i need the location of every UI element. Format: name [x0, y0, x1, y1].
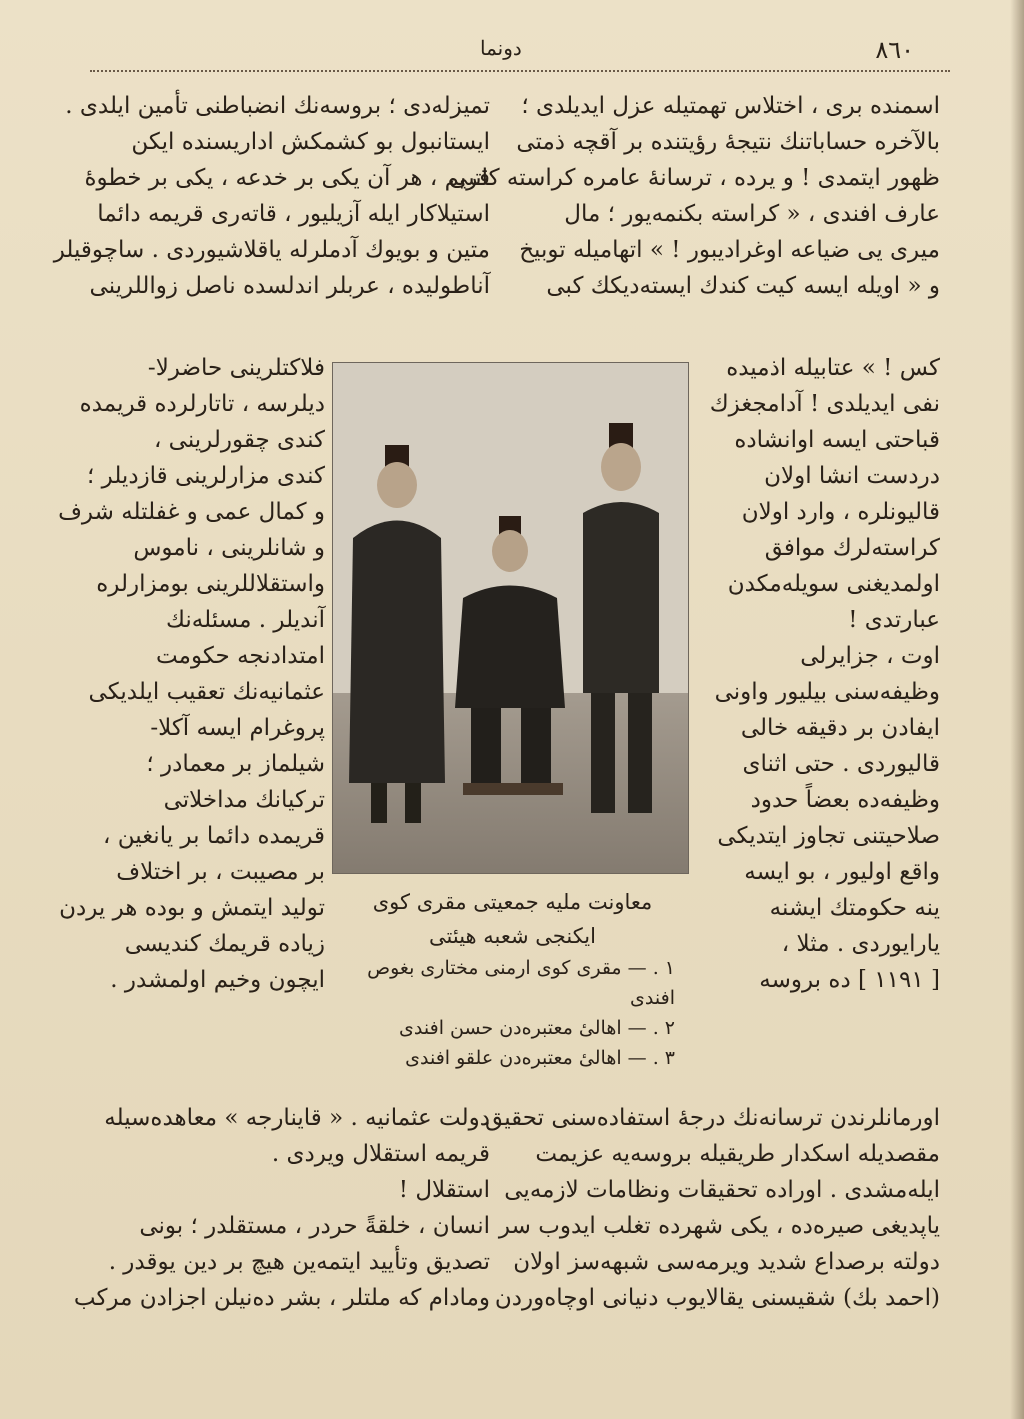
- text-line: یارایوردی . مثلا ،: [781, 931, 940, 957]
- text-line: ظهور ایتمدی ! و یرده ، ترسانهٔ عامره کراسته کاتبی: [449, 165, 940, 191]
- text-line: [ ١١٩١ ] ده بروسه: [759, 967, 940, 993]
- text-line: عبارتدی !: [848, 607, 940, 633]
- text-line: مقصدیله اسکدار طریقیله بروسه‌یه عزیمت: [535, 1141, 940, 1167]
- text-line: و شانلرینی ، ناموس: [133, 535, 325, 561]
- page-number: ٨٦٠: [875, 36, 914, 64]
- text-line: قریمه استقلال ویردی .: [271, 1141, 490, 1167]
- text-line: قباحتی ایسه اوانشاده: [734, 427, 940, 453]
- text-line: استقلال !: [398, 1177, 490, 1203]
- group-photograph: [332, 362, 689, 874]
- caption-title: معاونت ملیه جمعیتی مقری کوی: [372, 890, 653, 914]
- caption-item: ١ . — مقری کوی ارمنی مختاری بغوص افندی: [367, 957, 675, 1009]
- right-column-wrap: [705, 350, 940, 998]
- text-line: دولت عثمانیه . « قاینارجه » معاهده‌سیله: [104, 1105, 490, 1131]
- text-line: زیاده قریمك کندیسی: [124, 931, 325, 957]
- photo-caption: [330, 885, 695, 1073]
- text-line: امتدادنجه حکومت: [156, 643, 325, 669]
- page-header: [0, 28, 1024, 68]
- text-line: کراسته‌لرك موافق: [764, 535, 940, 561]
- page-edge-shadow: [1010, 0, 1024, 1419]
- caption-item: ٢ . — اهالیٔ معتبره‌دن حسن افندی: [399, 1017, 675, 1039]
- text-line: متین و بویوك آدملرله یاقلاشیوردی . ساچوقیلر: [53, 237, 490, 263]
- text-line: نفی ایدیلدی ! آدامجغزك: [709, 391, 940, 417]
- text-line: یاپدیغی صیره‌ده ، یکی شهرده تغلب ایدوب سر: [498, 1213, 940, 1239]
- header-rule: [90, 70, 950, 76]
- text-line: (احمد بك) شقیسنی یقالایوب دنیانی اوچاه‌وردن: [494, 1285, 940, 1311]
- photo-illustration: [333, 363, 688, 873]
- text-line: تمیزله‌دی ؛ بروسه‌نك انضباطنی تأمین ایلدی .: [65, 93, 490, 119]
- text-line: ایچون وخیم اولمشدر .: [110, 967, 325, 993]
- text-line: دولته برصداع شدید ویرمه‌سی شبهه‌سز اولان: [513, 1249, 940, 1275]
- running-title: دونما: [480, 36, 522, 60]
- text-line: ایفادن بر دقیقه خالی: [740, 715, 940, 741]
- text-line: بالآخره حساباتنك نتیجهٔ رؤیتنده بر آقچه ذمتی: [516, 129, 940, 155]
- caption-item: ٣ . — اهالیٔ معتبره‌دن علقو افندی: [405, 1047, 675, 1069]
- text-line: و « اویله ایسه کیت کندك ایسته‌دیکك کبی: [546, 273, 940, 299]
- text-line: تصدیق وتأیید ایتمه‌ین هیچ بر دین یوقدر .: [108, 1249, 490, 1275]
- text-line: ترکیانك مداخلاتی: [163, 787, 325, 813]
- text-line: عثمانیه‌نك تعقیب ایلدیکی: [88, 679, 325, 705]
- text-line: دیلرسه ، تاتارلرده قریمده: [79, 391, 325, 417]
- text-line: تولید ایتمش و بوده هر یردن: [59, 895, 325, 921]
- text-line: ینه حکومتك ایشنه: [769, 895, 940, 921]
- text-line: قالیوردی . حتی اثنای: [742, 751, 940, 777]
- right-column-bottom: [485, 1100, 940, 1316]
- text-line: و کمال عمی و غفلتله شرف: [58, 499, 325, 525]
- caption-subtitle: ایکنجی شعبه هیئتی: [429, 924, 596, 948]
- text-line: ایستانبول بو کشمکش اداریسنده ایکن: [131, 129, 490, 155]
- text-line: قالیونلره ، وارد اولان: [741, 499, 940, 525]
- text-line: واقع اولیور ، بو ایسه: [744, 859, 940, 885]
- text-line: شیلماز بر معمادر ؛: [146, 751, 325, 777]
- text-line: آناطولیده ، عربلر اندلسده ناصل زواللرینی: [89, 273, 490, 299]
- text-line: کندی مزارلرینی قازدیلر ؛: [87, 463, 325, 489]
- text-line: فلاکتلرینی حاضرلا-: [147, 355, 325, 381]
- left-column-wrap: [58, 350, 325, 998]
- left-column-top: [53, 88, 490, 304]
- text-line: کندی چقورلرینی ،: [153, 427, 325, 453]
- text-line: اورمانلرندن ترسانه‌نك درجهٔ استفاده‌سنی تحقیق: [485, 1105, 940, 1131]
- text-line: قریم ، هر آن یکی بر خدعه ، یکی بر خطوهٔ: [84, 165, 490, 191]
- text-line: استیلاکار ایله آزیلیور ، قاته‌ری قریمه دائما: [97, 201, 490, 227]
- right-column-top: [449, 88, 940, 304]
- text-line: ایله‌مشدی . اوراده تحقیقات ونظامات لازمه‌یی: [504, 1177, 940, 1203]
- text-line: ومادام که ملتلر ، بشر ده‌نیلن اجزادن مرکب: [73, 1285, 490, 1311]
- text-line: کس ! » عتابیله اذمیده: [726, 355, 940, 381]
- text-line: وظیفه‌سنی بیلیور واونی: [714, 679, 940, 705]
- text-line: بر مصیبت ، بر اختلاف: [116, 859, 325, 885]
- text-line: پروغرام ایسه آکلا-: [150, 715, 325, 741]
- text-line: اسمنده بری ، اختلاس تهمتیله عزل ایدیلدی ؛: [521, 93, 940, 119]
- text-line: دردست انشا اولان: [764, 463, 940, 489]
- text-line: آندیلر . مسئله‌نك: [165, 607, 325, 633]
- left-column-bottom: [73, 1100, 490, 1316]
- text-line: قریمده دائما بر یانغین ،: [103, 823, 325, 849]
- text-line: انسان ، خلقةً حردر ، مستقلدر ؛ بونی: [139, 1213, 490, 1239]
- text-line: اولمدیغنی سویله‌مکدن: [727, 571, 940, 597]
- text-line: واستقلاللرینی بومزارلره: [96, 571, 325, 597]
- text-line: اوت ، جزایرلی: [800, 643, 940, 669]
- text-line: صلاحیتنی تجاوز ایتدیکی: [717, 823, 940, 849]
- text-line: میری یی ضیاعه اوغرادیبور ! » اتهامیله توبیخ: [519, 237, 940, 263]
- text-line: عارف افندی ، « کراسته بکنمه‌یور ؛ مال: [564, 201, 940, 227]
- text-line: وظیفه‌ده بعضاً حدود: [750, 787, 940, 813]
